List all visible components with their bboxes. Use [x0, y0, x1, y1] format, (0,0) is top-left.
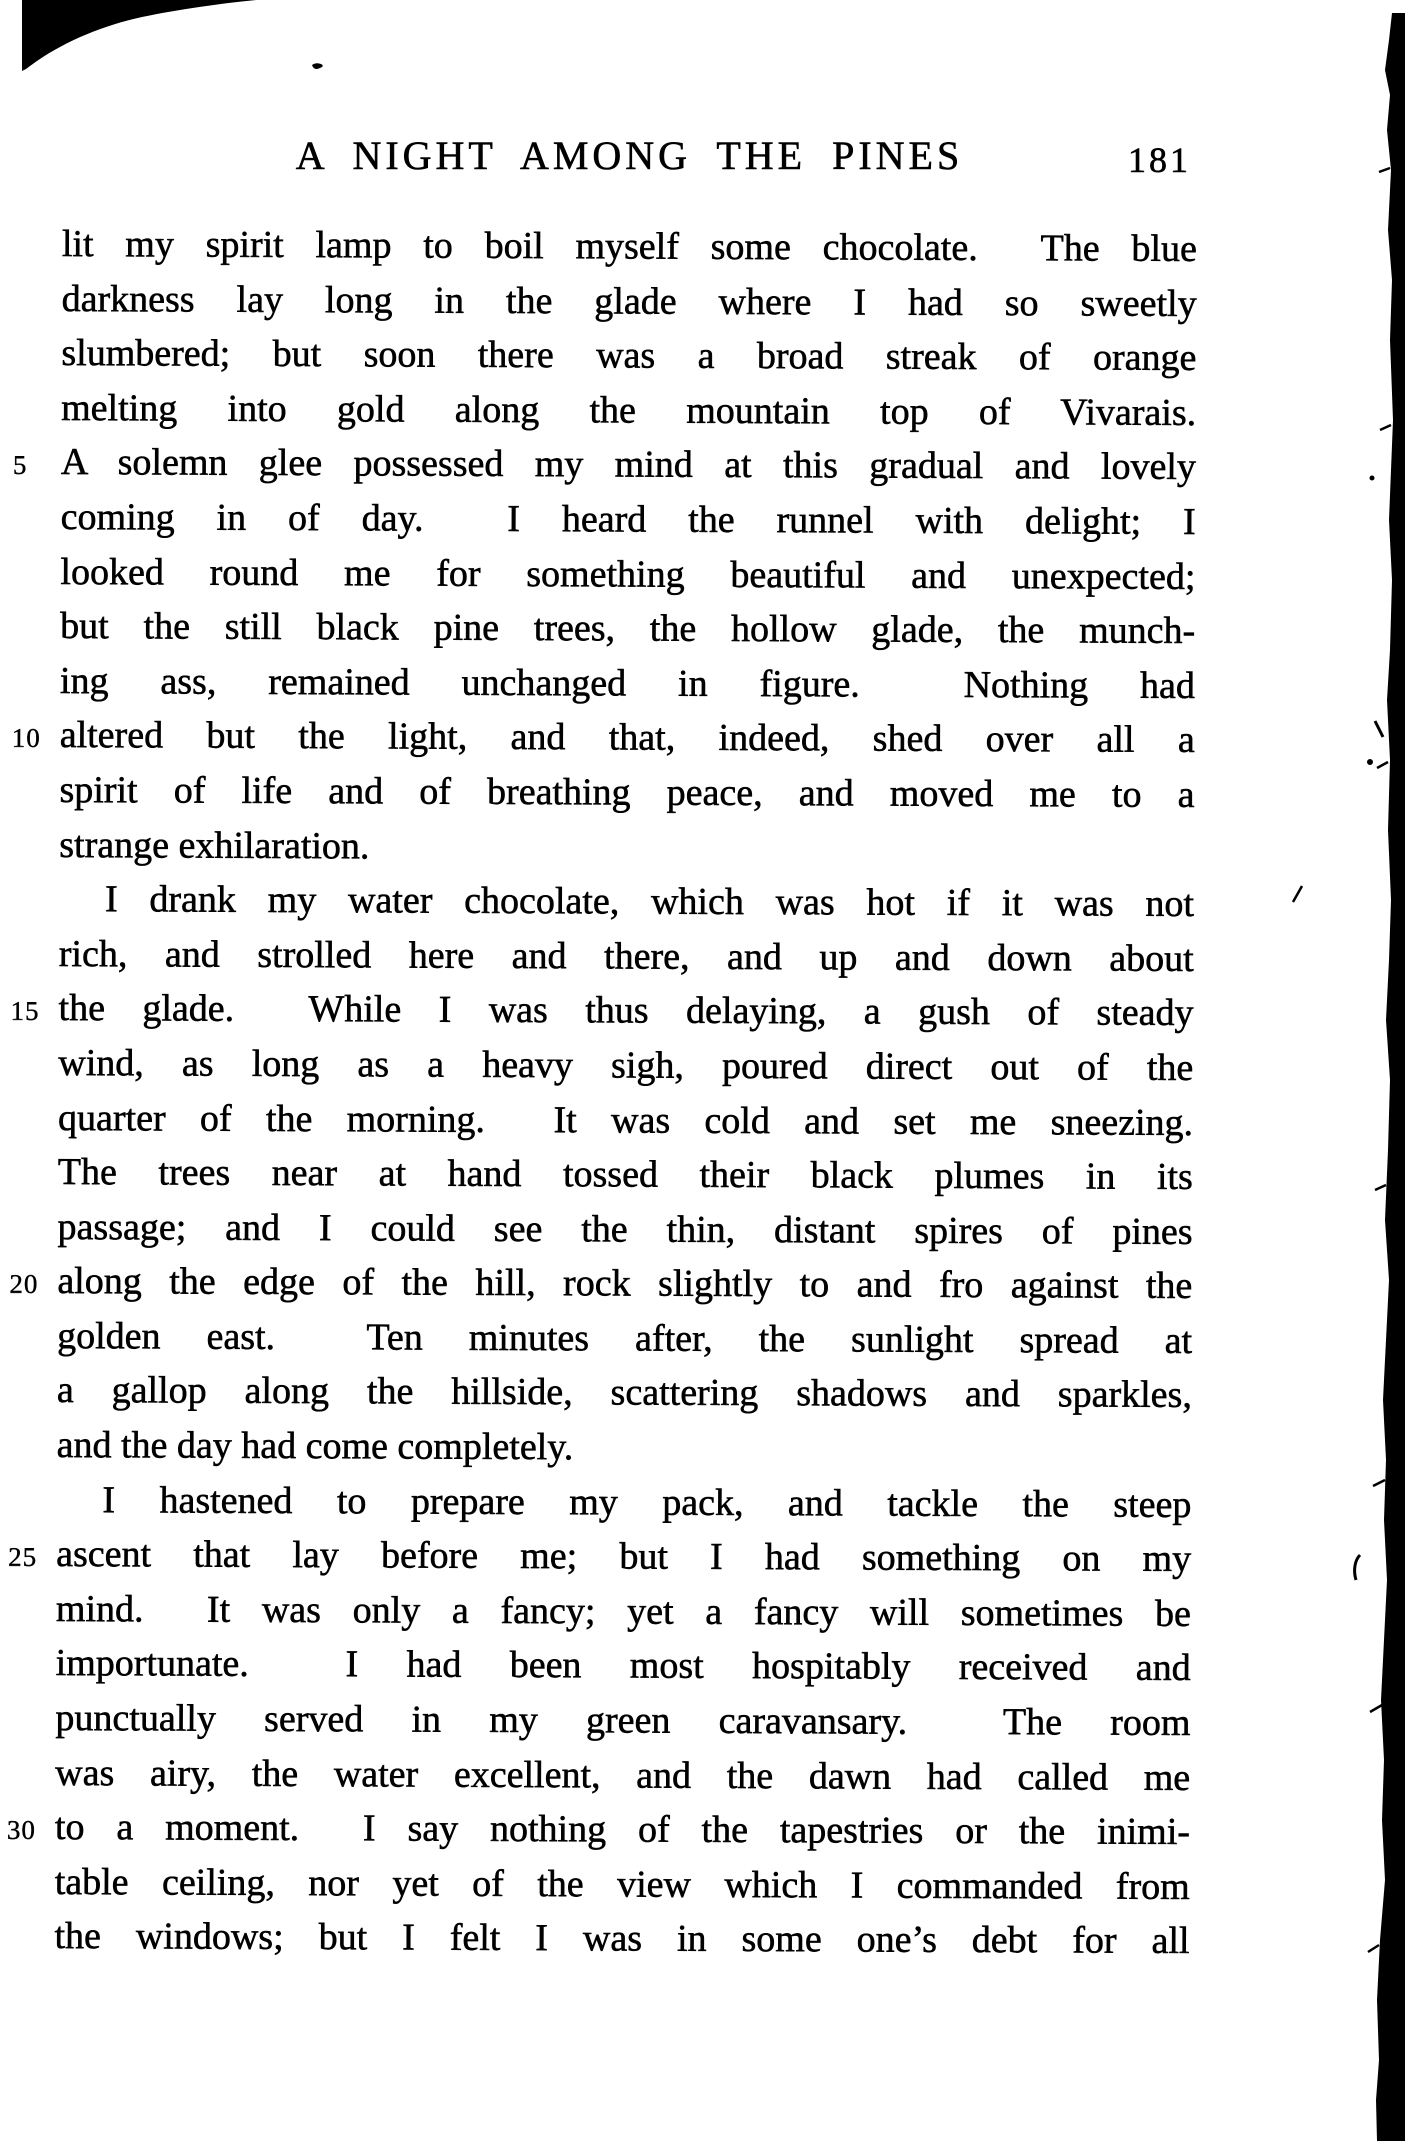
text-line [62, 272, 1197, 332]
gutter-shadow-artifact [1376, 13, 1405, 2141]
text-line [60, 599, 1195, 659]
line-text: melting into gold along the mountain top of Vivarais. [61, 386, 1197, 434]
text-line [59, 872, 1194, 932]
line-text: but the still black pine trees, the hollow glade, the munch- [60, 605, 1196, 653]
line-text: darkness lay long in the glade where I had so sweetly [61, 277, 1197, 325]
margin-line-number: 15 [10, 996, 40, 1027]
line-text: The trees near at hand tossed their black plumes in its [57, 1151, 1193, 1199]
text-line [58, 1145, 1193, 1205]
text-line [56, 1636, 1191, 1696]
margin-line-number: 5 [12, 450, 28, 481]
text-line [57, 1309, 1192, 1369]
line-text: spirit of life and of breathing peace, and moved me to a [59, 768, 1195, 816]
line-text: quarter of the morning. It was cold and set me sneezing. [57, 1096, 1194, 1144]
line-text: A solemn glee possessed my mind at this gradual and lovely [60, 441, 1197, 489]
line-text: coming in of day. I heard the runnel with delight; I [60, 496, 1196, 543]
margin-line-number: 10 [11, 723, 41, 754]
text-line [55, 1746, 1190, 1806]
corner-curl-artifact [22, 0, 256, 71]
ink-stroke-specks [1293, 721, 1383, 1580]
text-line [56, 1473, 1191, 1533]
text-line [56, 1582, 1191, 1642]
line-text: mind. It was only a fancy; yet a fancy will sometimes be [55, 1587, 1192, 1635]
text-line [59, 763, 1194, 823]
text-line [11, 708, 1195, 768]
line-text: ing ass, remained unchanged in figure. Nothing had [59, 659, 1196, 707]
line-text: slumbered; but soon there was a broad streak of orange [61, 332, 1197, 380]
text-line [10, 981, 1194, 1041]
line-text: table ceiling, nor yet of the view which I commanded from [54, 1860, 1190, 1908]
text-line [57, 1418, 1192, 1478]
text-line [55, 1855, 1190, 1915]
chapter-title: A NIGHT AMONG THE PINES [295, 133, 964, 178]
text-line [58, 1036, 1193, 1096]
text-line [9, 1254, 1193, 1314]
line-text: I drank my water chocolate, which was hot if it was not [104, 878, 1195, 926]
line-text: golden east. Ten minutes after, the sunlight spread at [57, 1314, 1193, 1362]
line-text: ascent that lay before me; but I had something on my [56, 1533, 1192, 1581]
margin-line-number: 20 [9, 1269, 39, 1300]
line-text: lit my spirit lamp to boil myself some chocolate. The blue [61, 223, 1197, 270]
line-text: to a moment. I say nothing of the tapestries or the inimi- [54, 1806, 1191, 1854]
line-text: punctually served in my green caravansary. The room [55, 1697, 1191, 1745]
text-line [58, 1091, 1193, 1151]
ink-speck [312, 63, 323, 69]
text-line [6, 1800, 1191, 1860]
text-line [54, 1909, 1189, 1969]
line-text: along the edge of the hill, rock slightly to and fro against the [57, 1260, 1193, 1308]
margin-line-number: 25 [8, 1542, 38, 1573]
line-text: a gallop along the hillside, scattering shadows and sparkles, [56, 1369, 1192, 1417]
text-line [62, 217, 1197, 277]
line-text: and the day had come completely. [56, 1424, 574, 1469]
text-line [8, 1527, 1192, 1587]
text-line [61, 381, 1196, 441]
text-line [57, 1364, 1192, 1424]
line-text: strange exhilaration. [59, 823, 370, 867]
line-text: altered but the light, and that, indeed, shed over all a [59, 714, 1195, 762]
line-text: I hastened to prepare my pack, and tackle the steep [102, 1478, 1192, 1526]
text-line [61, 326, 1196, 386]
line-text: looked round me for something beautiful and unexpected; [60, 550, 1196, 598]
page-number: 181 [1128, 140, 1191, 180]
line-text: passage; and I could see the thin, distant spires of pines [57, 1205, 1193, 1253]
line-text: rich, and strolled here and there, and up and down about [58, 932, 1194, 980]
ink-specks [1367, 476, 1375, 766]
text-line [59, 927, 1194, 987]
text-line [61, 490, 1196, 550]
text-line [59, 818, 1194, 878]
line-text: the windows; but I felt I was in some one’s debt for all [54, 1915, 1190, 1963]
text-line [57, 1200, 1192, 1260]
margin-line-number: 30 [6, 1815, 37, 1846]
line-text: the glade. While I was thus delaying, a gush of steady [58, 987, 1194, 1035]
line-text: importunate. I had been most hospitably received and [55, 1642, 1191, 1690]
text-line [55, 1691, 1190, 1751]
text-line [12, 435, 1197, 495]
text-line [60, 654, 1195, 714]
gutter-hair-ticks [1368, 168, 1391, 1952]
line-text: wind, as long as a heavy sigh, poured direct out of the [58, 1041, 1194, 1089]
text-line [60, 545, 1195, 605]
text-block [6, 217, 1197, 1969]
line-text: was airy, the water excellent, and the dawn had called me [55, 1751, 1191, 1799]
running-head [62, 132, 1197, 184]
